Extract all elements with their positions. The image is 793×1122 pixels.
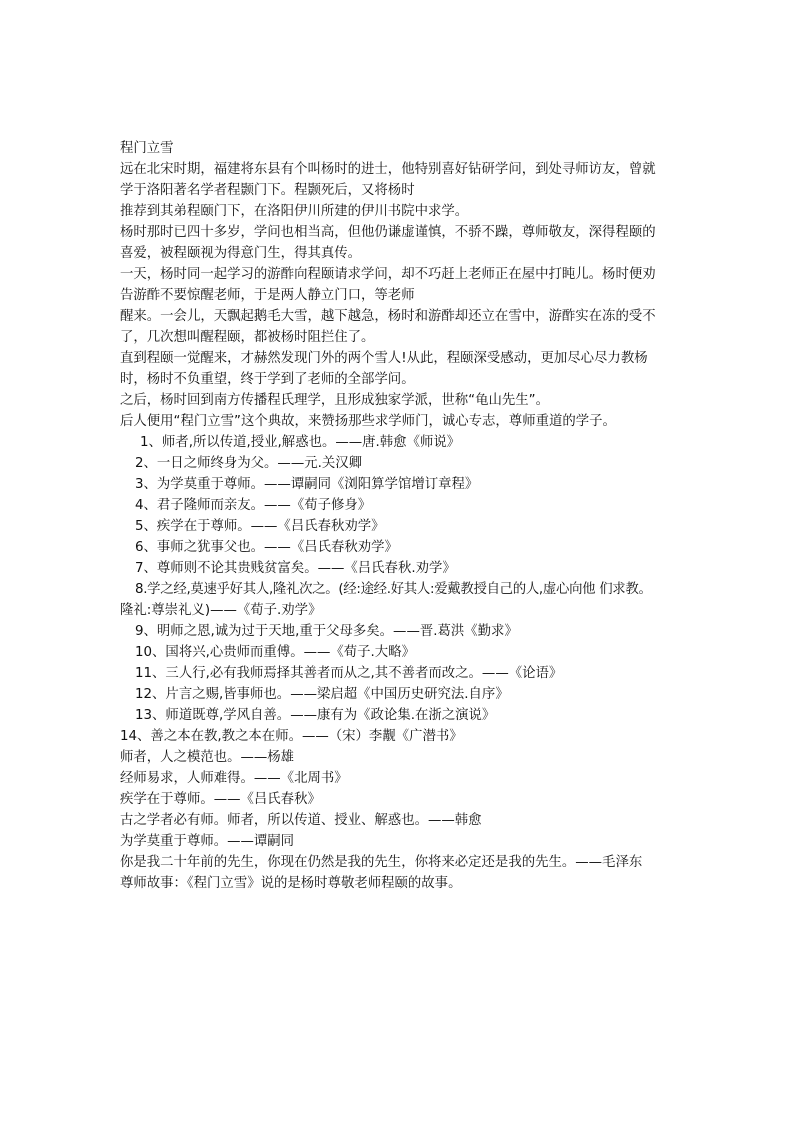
story-line: 直到程颐一觉醒来，才赫然发现门外的两个雪人!从此，程颐深受感动，更加尽心尽力教杨 bbox=[120, 351, 648, 366]
quote-item: 5、疾学在于尊师。——《吕氏春秋劝学》 bbox=[135, 519, 385, 534]
closing-line: 14、善之本在教,教之本在师。——（宋）李觏《广潜书》 bbox=[120, 729, 463, 744]
story-line: 一天，杨时同一起学习的游酢向程颐请求学问，却不巧赶上老师正在屋中打盹儿。杨时便劝 bbox=[120, 267, 656, 282]
quote-item: 13、师道既尊,学风自善。——康有为《政论集.在浙之演说》 bbox=[135, 708, 496, 723]
story-line: 之后，杨时回到南方传播程氏理学，且形成独家学派，世称“龟山先生”。 bbox=[120, 393, 549, 408]
closing-line: 疾学在于尊师。——《吕氏春秋》 bbox=[120, 792, 321, 807]
story-line: 时，杨时不负重望，终于学到了老师的全部学问。 bbox=[120, 372, 415, 387]
closing-line: 你是我二十年前的先生，你现在仍然是我的先生，你将来必定还是我的先生。——毛泽东 bbox=[120, 855, 643, 870]
quote-item: 3、为学莫重于尊师。——谭嗣同《浏阳算学馆增订章程》 bbox=[135, 477, 479, 492]
quote-item: 6、事师之犹事父也。——《吕氏春秋劝学》 bbox=[135, 540, 398, 555]
quote-item: 12、片言之赐,皆事师也。——梁启超《中国历史研究法.自序》 bbox=[135, 687, 509, 702]
document-title: 程门立雪 bbox=[120, 141, 174, 156]
quote-item: 9、明师之恩,诚为过于天地,重于父母多矣。——晋.葛洪《勤求》 bbox=[135, 624, 518, 639]
story-line: 推荐到其弟程颐门下，在洛阳伊川所建的伊川书院中求学。 bbox=[120, 204, 469, 219]
story-line: 了，几次想叫醒程颐，都被杨时阻拦住了。 bbox=[120, 330, 375, 345]
quote-item: 10、国将兴,心贵师而重傅。——《荀子.大略》 bbox=[135, 645, 415, 660]
quote-item: 4、君子隆师而亲友。——《荀子修身》 bbox=[135, 498, 372, 513]
closing-line: 为学莫重于尊师。——谭嗣同 bbox=[120, 834, 295, 849]
quote-continuation: 隆礼:尊崇礼义)——《荀子.劝学》 bbox=[120, 603, 322, 618]
story-line: 杨时那时已四十多岁，学问也相当高，但他仍谦虚谨慎，不骄不躁，尊师敬友，深得程颐的 bbox=[120, 225, 656, 240]
quote-item: 2、一日之师终身为父。——元.关汉卿 bbox=[135, 456, 363, 471]
closing-line: 师者，人之模范也。——杨雄 bbox=[120, 750, 295, 765]
story-line: 告游酢不要惊醒老师，于是两人静立门口，等老师 bbox=[120, 288, 415, 303]
closing-line: 古之学者必有师。师者，所以传道、授业、解惑也。——韩愈 bbox=[120, 813, 482, 828]
quote-item: 7、尊师则不论其贵贱贫富矣。——《吕氏春秋.劝学》 bbox=[135, 561, 456, 576]
quote-item: 8.学之经,莫速乎好其人,隆礼次之。(经:途经.好其人:爱戴教授自己的人,虚心向他 们求教。 bbox=[135, 582, 652, 597]
quote-item: 11、三人行,必有我师焉择其善者而从之,其不善者而改之。——《论语》 bbox=[135, 666, 563, 681]
quote-item: 1、师者,所以传道,授业,解惑也。——唐.韩愈《师说》 bbox=[140, 435, 461, 450]
closing-line: 尊师故事：《程门立雪》说的是杨时尊敬老师程颐的故事。 bbox=[120, 876, 462, 891]
story-line: 醒来。一会儿，天飘起鹅毛大雪，越下越急，杨时和游酢却还立在雪中，游酢实在冻的受不 bbox=[120, 309, 656, 324]
closing-line: 经师易求，人师难得。——《北周书》 bbox=[120, 771, 348, 786]
story-line: 远在北宋时期，福建将东县有个叫杨时的进士，他特别喜好钻研学问，到处寻师访友，曾就 bbox=[120, 162, 656, 177]
story-line: 学于洛阳著名学者程颢门下。程颢死后，又将杨时 bbox=[120, 183, 415, 198]
story-line: 后人便用“程门立雪”这个典故，来赞扬那些求学师门，诚心专志，尊师重道的学子。 bbox=[120, 414, 616, 429]
document-body bbox=[120, 138, 680, 894]
story-line: 喜爱，被程颐视为得意门生，得其真传。 bbox=[120, 246, 362, 261]
